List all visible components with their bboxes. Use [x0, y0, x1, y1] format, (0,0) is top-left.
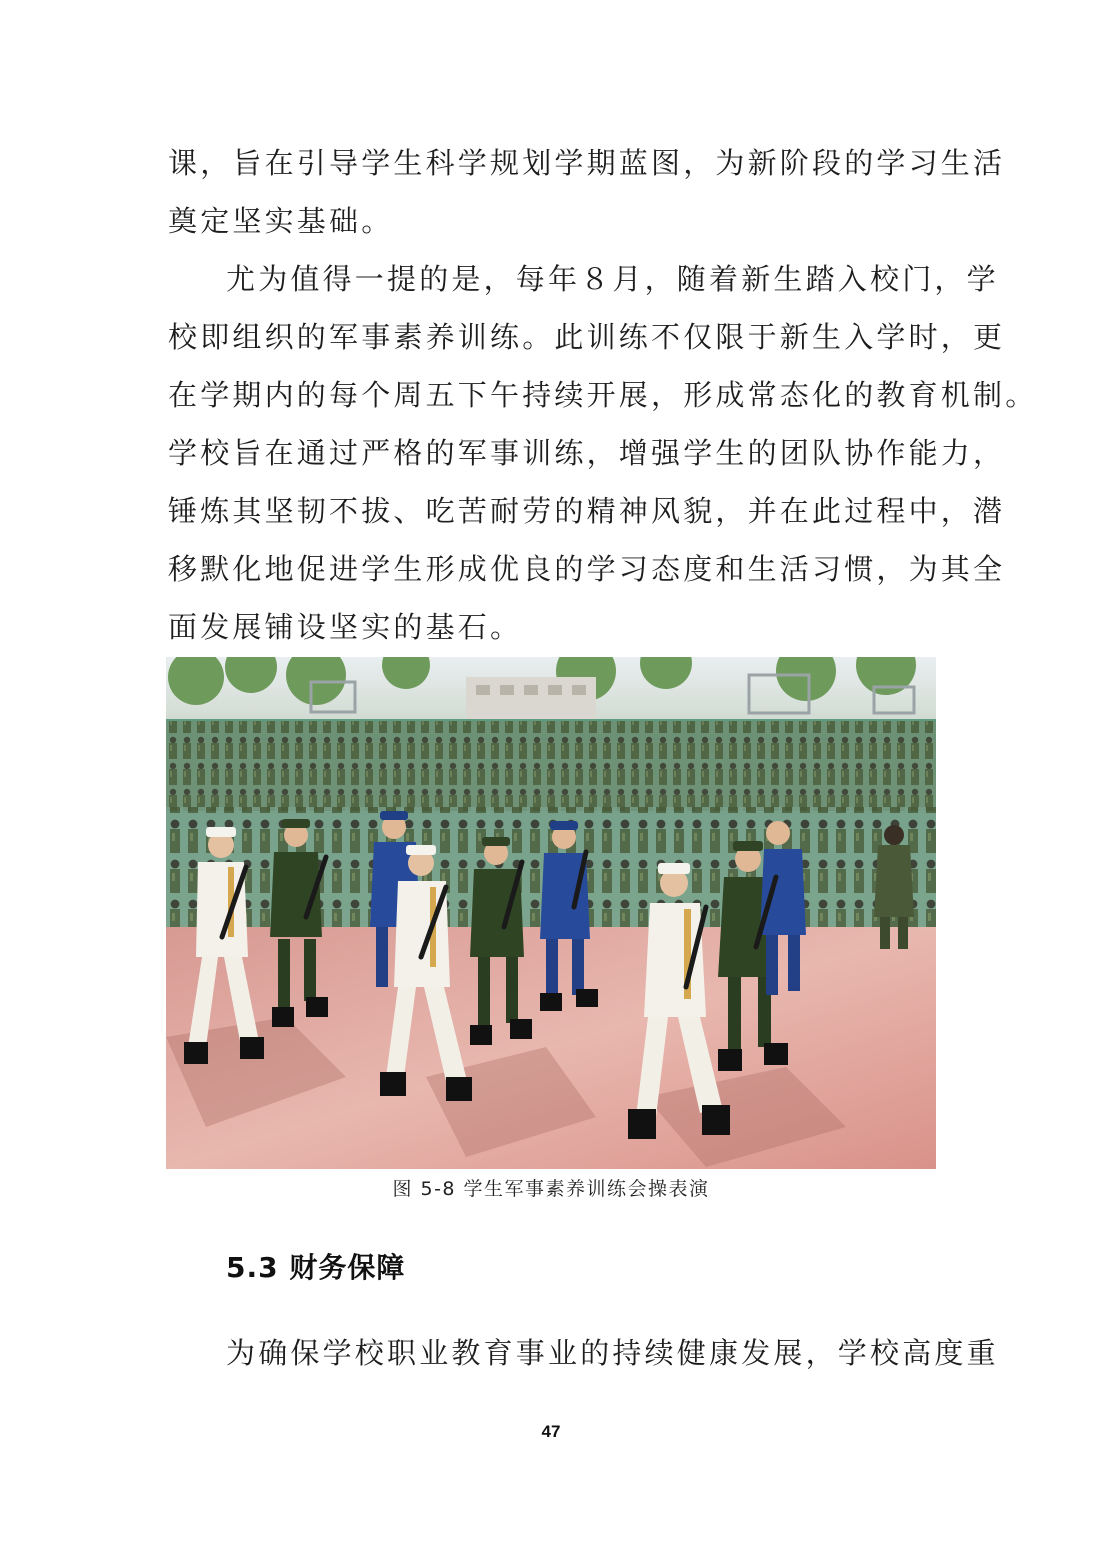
body-text-line: 课，旨在引导学生科学规划学期蓝图，为新阶段的学习生活: [168, 146, 1006, 180]
body-text-line: 学校旨在通过严格的军事训练，增强学生的团队协作能力，: [168, 436, 1006, 470]
body-text-line: 移默化地促进学生形成优良的学习态度和生活习惯，为其全: [168, 552, 1006, 586]
body-text-line: 在学期内的每个周五下午持续开展，形成常态化的教育机制。: [168, 378, 1038, 412]
body-text-line: 尤为值得一提的是，每年８月，随着新生踏入校门，学: [226, 262, 999, 296]
body-text-line: 面发展铺设坚实的基石。: [168, 610, 523, 644]
figure-caption: 图 5-8 学生军事素养训练会操表演: [392, 1178, 710, 1200]
photo-illustration: [166, 657, 936, 1169]
body-text-line: 校即组织的军事素养训练。此训练不仅限于新生入学时，更: [168, 320, 1006, 354]
body-text-line: 奠定坚实基础。: [168, 204, 394, 238]
body-text-line: 锤炼其坚韧不拔、吃苦耐劳的精神风貌，并在此过程中，潜: [168, 494, 1006, 528]
military-drill-photo: [166, 657, 936, 1169]
section-heading: 5.3 财务保障: [226, 1251, 406, 1284]
body-text-line: 为确保学校职业教育事业的持续健康发展，学校高度重: [226, 1336, 999, 1370]
page-number: 47: [541, 1422, 561, 1441]
